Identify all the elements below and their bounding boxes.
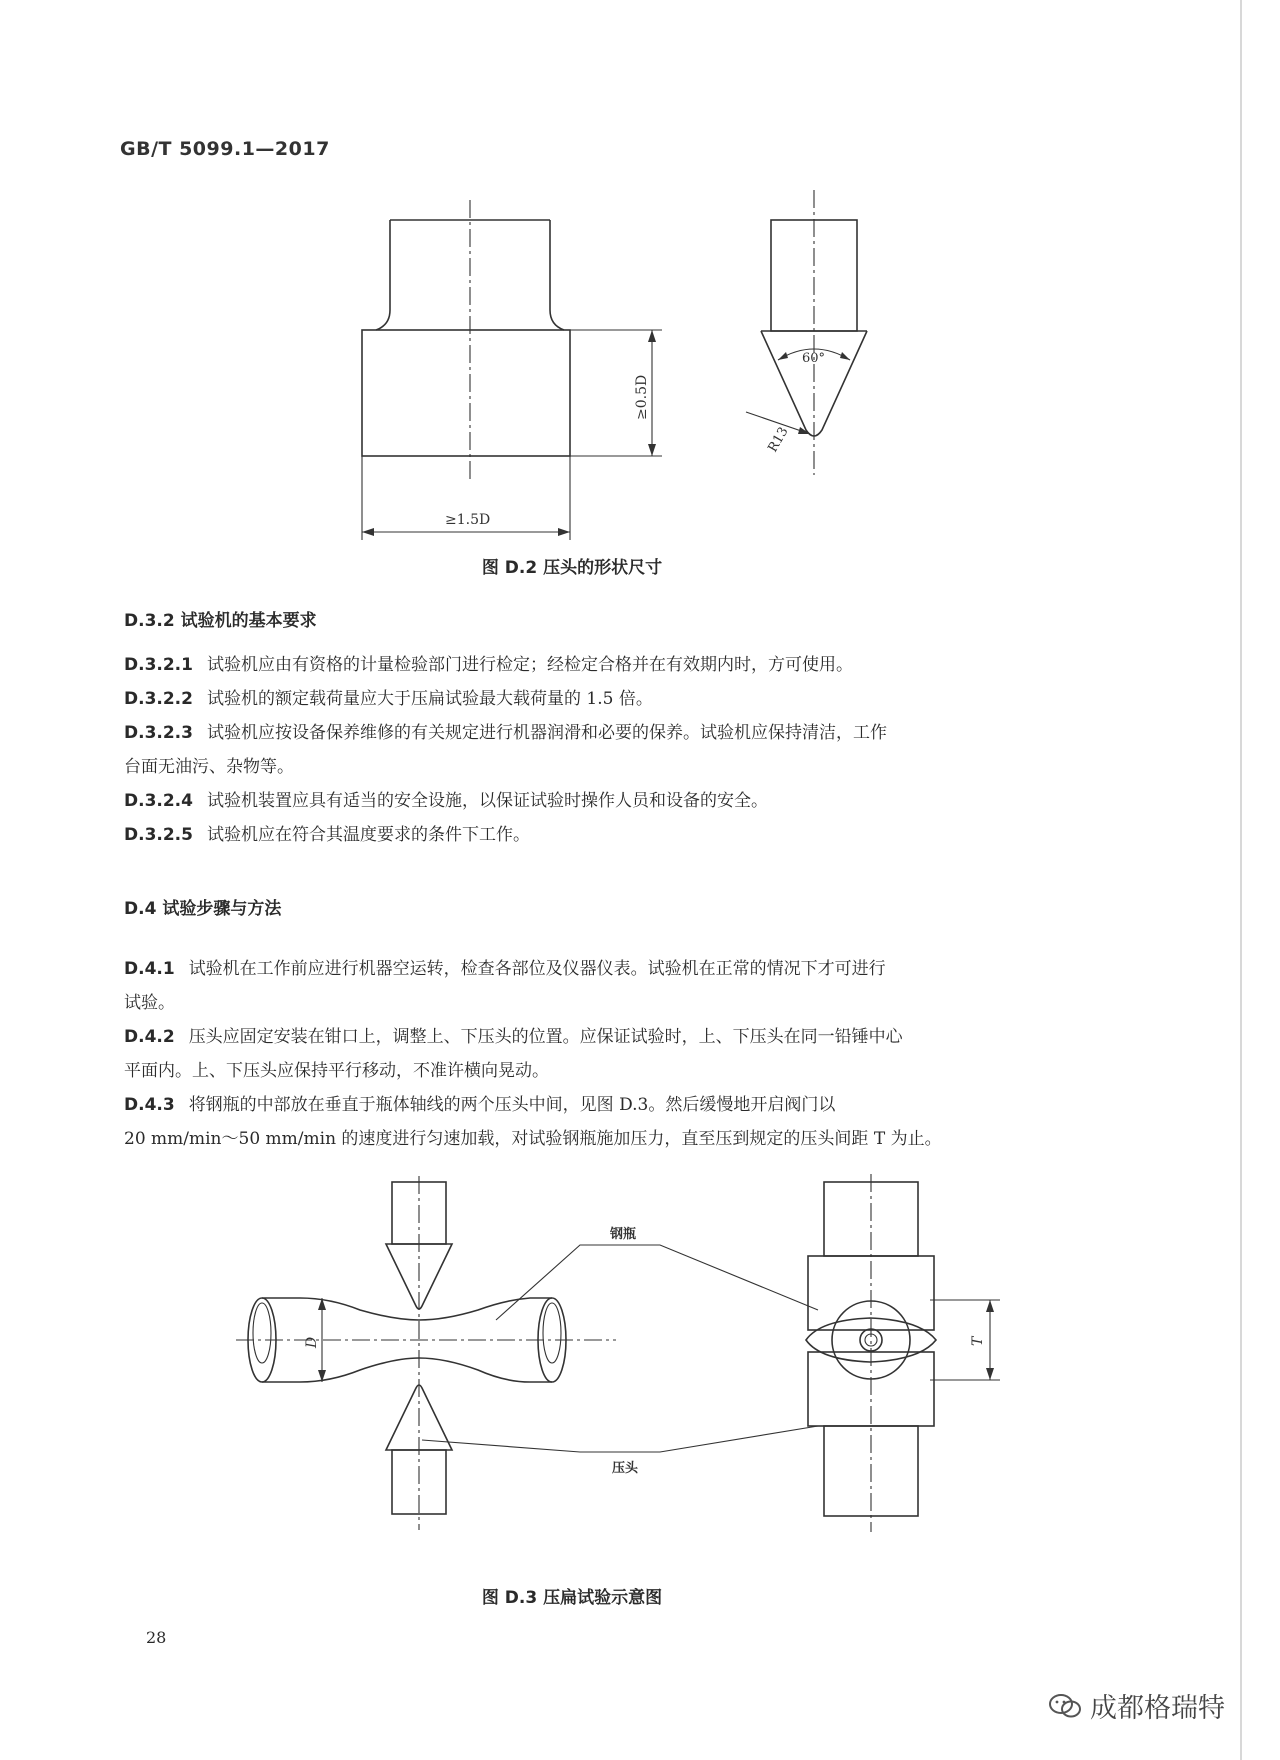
cylinder-left-bore — [253, 1303, 271, 1363]
item-d3-2-3 — [124, 716, 1096, 784]
flat-indenter-head — [362, 330, 570, 456]
item-d4-3 — [124, 1088, 1096, 1156]
label-t: T — [970, 1336, 986, 1346]
item-number: D.3.2.1 — [124, 655, 193, 675]
item-text: 压头应固定安装在钳口上，调整上、下压头的位置。应保证试验时，上、下压头在同一铅锤中心 — [188, 1027, 903, 1047]
flat-indenter-stem-right — [550, 220, 564, 330]
section-d32-heading: D.3.2 试验机的基本要求 — [124, 611, 317, 631]
item-number: D.3.2.2 — [124, 689, 193, 709]
indenter-leader — [422, 1426, 818, 1452]
flat-indenter-stem-left — [376, 220, 390, 330]
item-d4-2 — [124, 1020, 1096, 1088]
item-number: D.4.3 — [124, 1095, 175, 1115]
page-number: 28 — [146, 1628, 167, 1647]
item-number: D.3.2.3 — [124, 723, 193, 743]
item-text: 将钢瓶的中部放在垂直于瓶体轴线的两个压头中间，见图 D.3。然后缓慢地开启阀门以 — [188, 1095, 836, 1115]
page-edge — [1240, 0, 1242, 1760]
item-text-continued: 试验。 — [124, 993, 175, 1013]
item-text: 试验机装置应具有适当的安全设施，以保证试验时操作人员和设备的安全。 — [206, 791, 768, 811]
item-d3-2-2 — [124, 682, 1096, 716]
figure-d2 — [0, 180, 1144, 560]
item-number: D.4.2 — [124, 1027, 175, 1047]
figure-d3 — [0, 1170, 1144, 1550]
item-number: D.3.2.4 — [124, 791, 193, 811]
item-text-continued: 20 mm/min～50 mm/min 的速度进行匀速加载，对试验钢瓶施加压力，直至压到规定的压头间距 T 为止。 — [124, 1129, 942, 1149]
item-d3-2-4 — [124, 784, 1096, 818]
dim-width-label: ≥1.5D — [445, 512, 491, 528]
item-text-continued: 平面内。上、下压头应保持平行移动，不准许横向晃动。 — [124, 1061, 549, 1081]
watermark — [1048, 1686, 1225, 1725]
figure-d2-caption: 图 D.2 压头的形状尺寸 — [481, 558, 663, 578]
item-d3-2-1 — [124, 648, 1096, 682]
label-d: D — [304, 1336, 320, 1348]
item-text: 试验机的额定载荷量应大于压扁试验最大载荷量的 1.5 倍。 — [206, 689, 653, 709]
cylinder-right-bore — [543, 1303, 561, 1363]
standard-code: GB/T 5099.1—2017 — [120, 138, 330, 160]
item-text: 试验机应在符合其温度要求的条件下工作。 — [206, 825, 530, 845]
item-text: 试验机应由有资格的计量检验部门进行检定；经检定合格并在有效期内时，方可使用。 — [206, 655, 853, 675]
cylinder-bottom-edge — [262, 1358, 552, 1382]
item-text-continued: 台面无油污、杂物等。 — [124, 757, 294, 777]
figure-d3-caption: 图 D.3 压扁试验示意图 — [481, 1588, 663, 1608]
item-text: 试验机应按设备保养维修的有关规定进行机器润滑和必要的保养。试验机应保持清洁，工作 — [206, 723, 887, 743]
item-text: 试验机在工作前应进行机器空运转，检查各部位及仪器仪表。试验机在正常的情况下才可进行 — [188, 959, 886, 979]
item-d4-1 — [124, 952, 1096, 1020]
radius-label: R13 — [765, 424, 792, 455]
angle-label: 60° — [802, 351, 826, 366]
dim-height-label: ≥0.5D — [634, 374, 650, 420]
label-cylinder: 钢瓶 — [610, 1227, 637, 1242]
item-number: D.3.2.5 — [124, 825, 193, 845]
watermark-text: 成都格瑞特 — [1090, 1693, 1225, 1724]
cylinder-leader — [496, 1245, 818, 1320]
label-indenter: 压头 — [612, 1461, 639, 1476]
item-d3-2-5 — [124, 818, 1096, 852]
wechat-icon — [1048, 1693, 1082, 1719]
item-number: D.4.1 — [124, 959, 175, 979]
section-d4-heading: D.4 试验步骤与方法 — [124, 899, 282, 919]
